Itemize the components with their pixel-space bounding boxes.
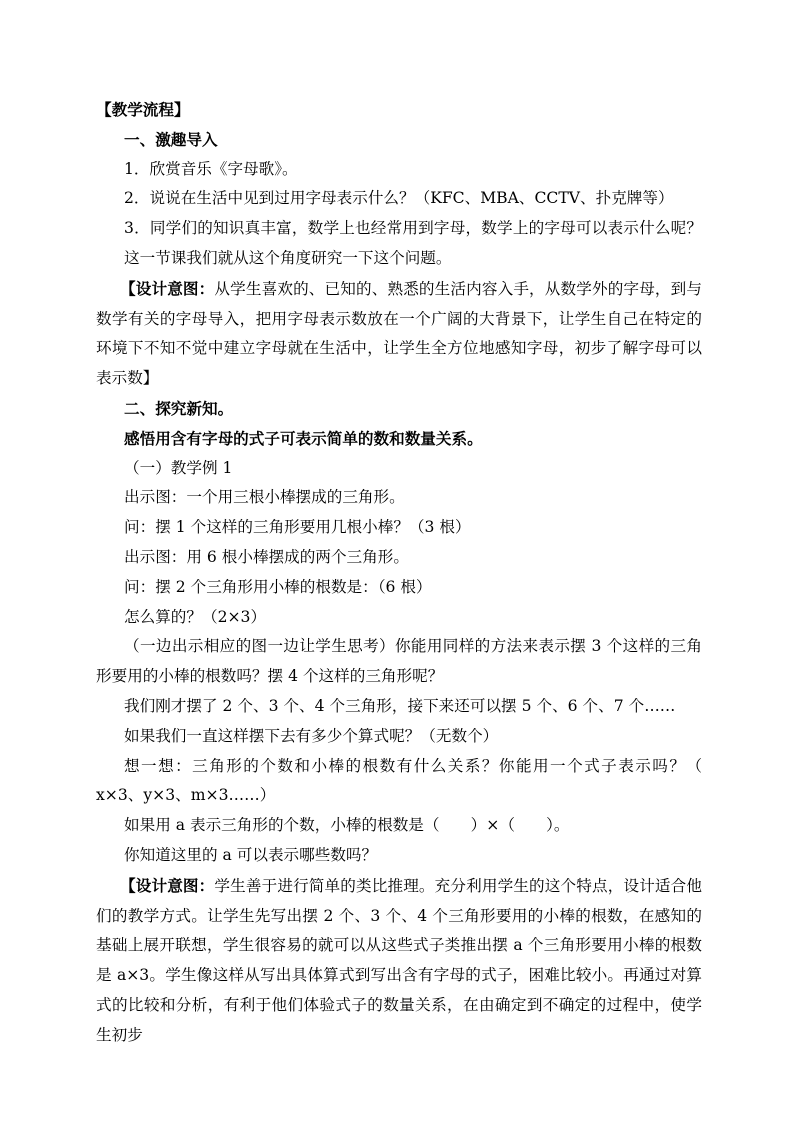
intro-item-3: 3．同学们的知识真丰富，数学上也经常用到字母，数学上的字母可以表示什么呢？这一节课我们就从这个角度研究一下这个问题。 [124, 219, 702, 267]
a-line: 如果用 a 表示三角形的个数，小棒的根数是（ ）×（ ）。 [124, 816, 570, 835]
explore-heading: 二、探究新知。 [124, 398, 234, 418]
lesson-line: 问：摆 1 个这样的三角形要用几根小棒？（3 根） [124, 518, 471, 537]
intro-item-1: 1．欣赏音乐《字母歌》。 [124, 159, 298, 178]
explore-subheading: 感悟用含有字母的式子可表示简单的数和数量关系。 [124, 428, 483, 448]
example-title: （一）教学例 1 [124, 458, 233, 477]
section-header: 【教学流程】 [96, 100, 190, 119]
continue-line: 我们刚才摆了 2 个、3 个、4 个三角形，接下来还可以摆 5 个、6 个、7 个…… [124, 696, 676, 715]
intro-item-3-para [96, 214, 702, 274]
lesson-line: 问：摆 2 个三角形用小棒的根数是：（6 根） [124, 577, 432, 596]
think-para: （一边出示相应的图一边让学生思考）你能用同样的方法来表示摆 3 个这样的三角形要用的小棒的根数吗？摆 4 个这样的三角形呢？ [96, 637, 702, 686]
intro-heading: 一、激趣导入 [124, 129, 218, 149]
know-line: 你知道这里的 a 可以表示哪些数吗？ [124, 845, 378, 864]
intro-design-intent [96, 274, 702, 394]
howmany-line: 如果我们一直这样摆下去有多少个算式呢？（无数个） [124, 726, 499, 745]
design-intent-label: 【设计意图： [120, 278, 215, 298]
lesson-line: 出示图：一个用三根小棒摆成的三角形。 [124, 488, 405, 507]
lesson-line: 出示图：用 6 根小棒摆成的两个三角形。 [124, 547, 409, 566]
relation-para: 想一想：三角形的个数和小棒的根数有什么关系？你能用一个式子表示吗？（ x×3、y×3、m×3……） [96, 756, 702, 805]
document-page [96, 95, 702, 1051]
lesson-line: 怎么算的？（2×3） [124, 607, 267, 626]
design-intent-label: 【设计意图： [120, 875, 215, 895]
design-intent-text: 学生善于进行简单的类比推理。充分利用学生的这个特点，设计适合他们的教学方式。让学生先写出摆 2 个、3 个、4 个三角形要用的小棒的根数，在感知的基础上展开联想，学生很容易的就可以从这些式子类推出摆 a 个三角形要用小棒的根数是 a×3。学生像这样从写出具体算式到写出含有字母的式子，困难比较小。再通过对算式的比较和分析，有利于他们体验式子的数量关系，在由确定到不确定的过程中，使学生初步 [96, 876, 702, 1044]
explore-design-intent [96, 871, 702, 1051]
design-intent-text: 从学生喜欢的、已知的、熟悉的生活内容入手，从数学外的字母，到与数学有关的字母导入，把用字母表示数放在一个广阔的大背景下，让学生自己在特定的环境下不知不觉中建立字母就在生活中，让学生全方位地感知字母，初步了解字母可以表示数】 [96, 279, 702, 388]
intro-item-2: 2．说说在生活中见到过用字母表示什么？（KFC、MBA、CCTV、扑克牌等） [124, 189, 674, 208]
